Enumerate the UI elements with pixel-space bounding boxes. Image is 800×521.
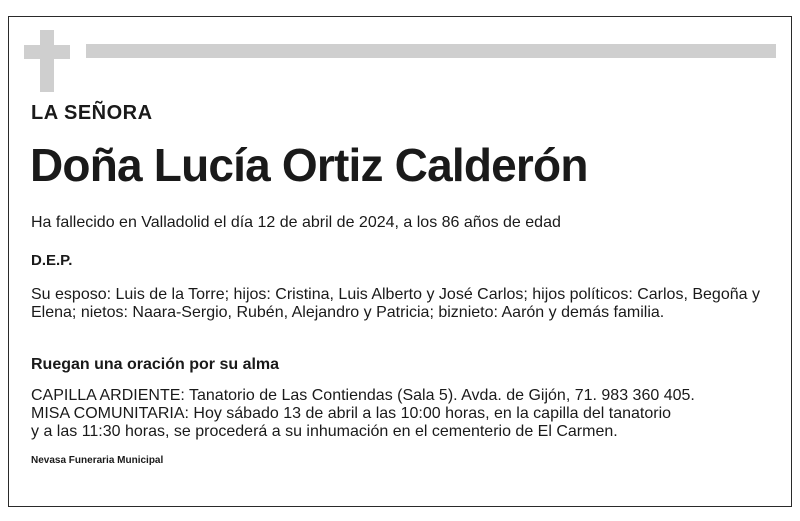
rip-label: D.E.P. [31,252,73,269]
info-line-chapel: CAPILLA ARDIENTE: Tanatorio de Las Contiendas (Sala 5). Avda. de Gijón, 71. 983 360 405. [31,387,695,404]
service-info [31,387,771,441]
cross-vertical-bar [40,30,54,92]
prayer-request: Ruegan una oración por su alma [31,356,280,373]
funeral-home: Nevasa Funeraria Municipal [31,455,164,466]
death-notice: Ha fallecido en Valladolid el día 12 de abril de 2024, a los 86 años de edad [31,214,561,231]
info-line-mass: MISA COMUNITARIA: Hoy sábado 13 de abril a las 10:00 horas, en la capilla del tanatorio [31,405,672,422]
decorative-top-bar [86,44,776,58]
family-list: Su esposo: Luis de la Torre; hijos: Cristina, Luis Alberto y José Carlos; hijos políticos: Carlos, Begoña y Elena; nietos: Naara-Sergio, Rubén, Alejandro y Patricia; biznieto: Aarón y demás familia. [31,286,760,321]
info-line-burial: y a las 11:30 horas, se procederá a su inhumación en el cementerio de El Carmen. [31,423,618,440]
cross-horizontal-bar [24,45,70,59]
deceased-name: Doña Lucía Ortiz Calderón [30,139,588,191]
cross-icon [24,30,70,92]
salutation: LA SEÑORA [31,102,153,124]
